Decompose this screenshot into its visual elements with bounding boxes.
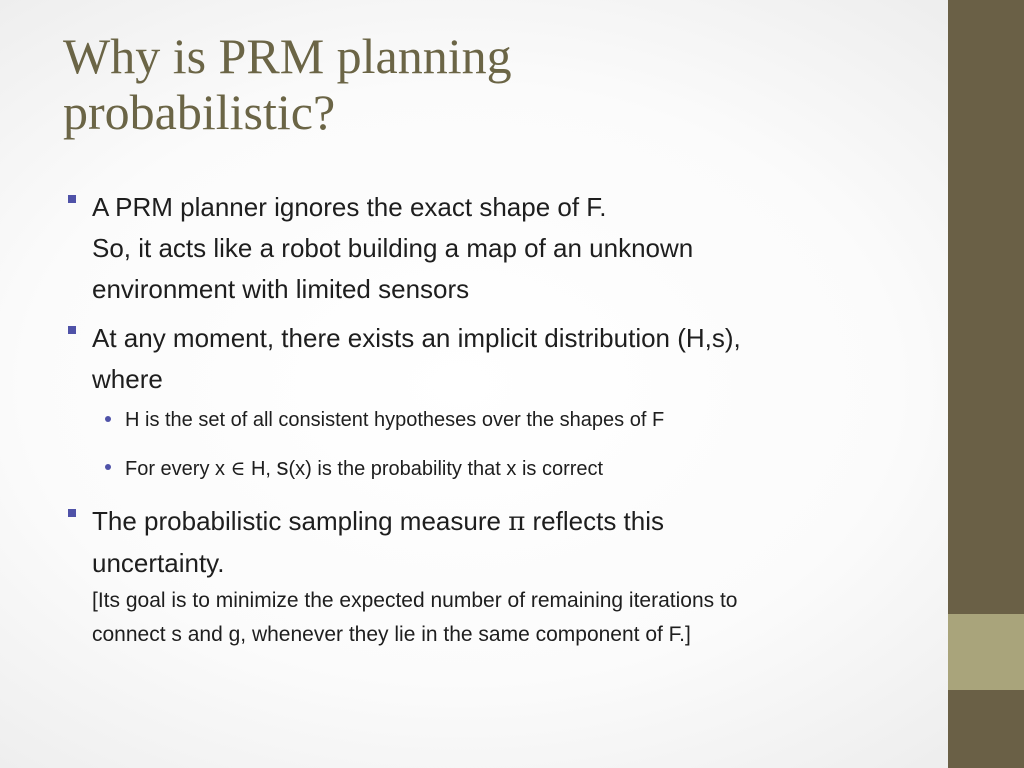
bullet-3-note-line-2: connect s and g, whenever they lie in the same component of F.] xyxy=(92,623,691,646)
square-bullet-icon xyxy=(68,195,76,203)
round-bullet-icon xyxy=(105,464,111,470)
sub-bullet-1 xyxy=(68,406,918,434)
round-bullet-icon xyxy=(105,416,111,422)
sub-bullet-2-part-1: For every x xyxy=(125,458,231,480)
bullet-3-line-1 xyxy=(92,501,918,543)
bullet-1-line-2: So, it acts like a robot building a map of an unknown xyxy=(92,233,694,263)
slide-title-line-1: Why is PRM planning xyxy=(63,28,512,84)
bullet-2-line-1: At any moment, there exists an implicit distribution (H,s), xyxy=(92,323,741,353)
bullet-1-line-1: A PRM planner ignores the exact shape of F. xyxy=(92,192,607,222)
pi-symbol: π xyxy=(508,507,526,537)
element-of-symbol: ∈ xyxy=(230,456,246,480)
sub-bullet-2-text xyxy=(125,454,918,483)
bullet-3-part-1: The probabilistic sampling measure xyxy=(92,506,509,536)
sub-bullet-1-text: H is the set of all consistent hypotheses over the shapes of F xyxy=(125,409,665,431)
slide-title-line-2: probabilistic? xyxy=(63,84,336,140)
slide-content xyxy=(68,187,918,652)
bullet-3-part-2: reflects this xyxy=(525,506,665,536)
bullet-3 xyxy=(68,501,918,652)
sidebar-accent-block xyxy=(948,614,1024,690)
sub-bullet-2-part-2: H, xyxy=(245,458,277,480)
square-bullet-icon xyxy=(68,509,76,517)
bullet-2 xyxy=(68,318,918,400)
sub-bullet-2 xyxy=(68,454,918,483)
bullet-3-line-2: uncertainty. xyxy=(92,548,225,578)
square-bullet-icon xyxy=(68,326,76,334)
slide-title xyxy=(63,28,923,140)
sub-bullet-2-part-3: (x) is the probability that x is correct xyxy=(288,458,604,480)
bullet-1-line-3: environment with limited sensors xyxy=(92,274,470,304)
bullet-2-line-2: where xyxy=(92,364,163,394)
sigma-symbol: s xyxy=(276,454,289,481)
bullet-1 xyxy=(68,187,918,310)
bullet-3-note-line-1: [Its goal is to minimize the expected number of remaining iterations to xyxy=(92,589,738,612)
